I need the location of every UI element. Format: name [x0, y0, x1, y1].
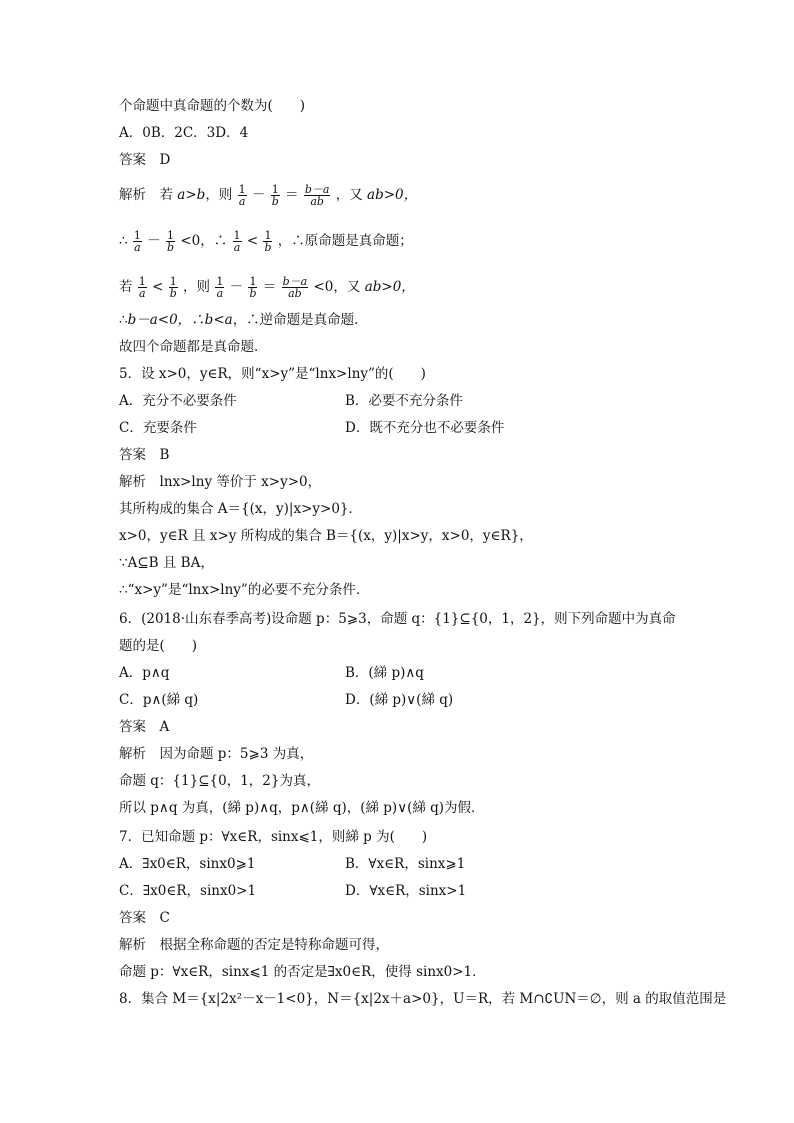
option-b: B．∀x∈R，sinx⩾1	[345, 856, 466, 872]
solution-line: 解析 lnx>lny 等价于 x>y>0，	[119, 474, 322, 490]
solution-line: 解析 若 a>b，则 $\frac{1}{a}$ － $\frac{1}{b}$ ＝ $\frac{b-a}{ab}$ ，又 ab>0，	[119, 183, 418, 208]
answer-label: 答案 D	[119, 152, 171, 168]
text-line: 个命题中真命题的个数为( )	[119, 98, 306, 114]
solution-line: ∴ $\frac{1}{a}$ － $\frac{1}{b}$ <0，∴ $\frac{1}{a}$ < $\frac{1}{b}$ ，∴原命题是真命题；	[119, 229, 413, 254]
answer-label: 答案 B	[119, 447, 170, 463]
solution-line: 其所构成的集合 A＝{(x，y)|x>y>0}．	[119, 501, 362, 517]
option-d: D．既不充分也不必要条件	[345, 420, 505, 436]
solution-line: ∴b－a<0，∴b<a，∴逆命题是真命题．	[119, 312, 368, 328]
fraction: $\frac{b-a}{ab}$	[304, 183, 330, 208]
answer-options: A．0B．2C．3D．4	[119, 125, 249, 141]
fraction: $\frac{1}{b}$	[166, 229, 175, 254]
answer-label: 答案 C	[119, 910, 170, 926]
fraction: $\frac{1}{a}$	[233, 229, 241, 254]
fraction: $\frac{1}{b}$	[169, 275, 177, 300]
fraction: $\frac{1}{a}$	[133, 229, 141, 254]
solution-line: 解析 根据全称命题的否定是特称命题可得，	[119, 937, 389, 953]
fraction: $\frac{b-a}{ab}$	[282, 275, 308, 300]
fraction: $\frac{1}{b}$	[249, 275, 257, 300]
option-d: D．∀x∈R，sinx>1	[345, 883, 467, 899]
question-6-cont: 题的是( )	[119, 638, 198, 654]
option-c: C．充要条件	[119, 420, 197, 436]
answer-label: 答案 A	[119, 719, 170, 735]
solution-line: 解析 因为命题 p：5⩾3 为真，	[119, 746, 314, 762]
solution-line: x>0，y∈R 且 x>y 所构成的集合 B＝{(x，y)|x>y，x>0，y∈R}，	[119, 528, 533, 544]
option-a: A．p∧q	[119, 665, 170, 681]
option-a: A．∃x0∈R，sinx0⩾1	[119, 856, 256, 872]
solution-line: ∵A⊆B 且 BA，	[119, 555, 214, 571]
option-b: B．(綈 p)∧q	[345, 665, 424, 681]
option-c: C．∃x0∈R，sinx0>1	[119, 883, 257, 899]
solution-line: 若 $\frac{1}{a}$ < $\frac{1}{b}$ ，则 $\frac{1}{a}$ － $\frac{1}{b}$ ＝ $\frac{b-a}{ab}$ <0，又 ab>0，	[119, 275, 415, 300]
option-d: D．(綈 p)∨(綈 q)	[345, 692, 454, 708]
fraction: $\frac{1}{b}$	[264, 229, 272, 254]
solution-line: 所以 p∧q 为真，(綈 p)∧q，p∧(綈 q)，(綈 p)∨(綈 q)为假．	[119, 800, 485, 816]
fraction: $\frac{1}{a}$	[138, 275, 146, 300]
fraction: $\frac{1}{a}$	[238, 183, 246, 208]
option-b: B．必要不充分条件	[345, 393, 463, 409]
question-6: 6．(2018·山东春季高考)设命题 p：5⩾3，命题 q：{1}⊆{0，1，2}，则下列命题中为真命	[119, 611, 676, 627]
solution-line: 故四个命题都是真命题．	[119, 339, 268, 355]
fraction: $\frac{1}{a}$	[216, 275, 224, 300]
option-a: A．充分不必要条件	[119, 393, 237, 409]
solution-line: 命题 p：∀x∈R，sinx⩽1 的否定是∃x0∈R，使得 sinx0>1．	[119, 964, 486, 980]
solution-line: ∴“x>y”是“lnx>lny”的必要不充分条件．	[119, 582, 370, 598]
question-5: 5．设 x>0，y∈R，则“x>y”是“lnx>lny”的( )	[119, 366, 426, 382]
question-8: 8．集合 M＝{x|2x²－x－1<0}，N＝{x|2x＋a>0}，U＝R，若 M∩∁UN＝∅，则 a 的取值范围是	[119, 991, 727, 1007]
solution-line: 命题 q：{1}⊆{0，1，2}为真，	[119, 773, 320, 789]
option-c: C．p∧(綈 q)	[119, 692, 199, 708]
question-7: 7．已知命题 p：∀x∈R，sinx⩽1，则綈 p 为( )	[119, 829, 428, 845]
fraction: $\frac{1}{b}$	[271, 183, 279, 208]
